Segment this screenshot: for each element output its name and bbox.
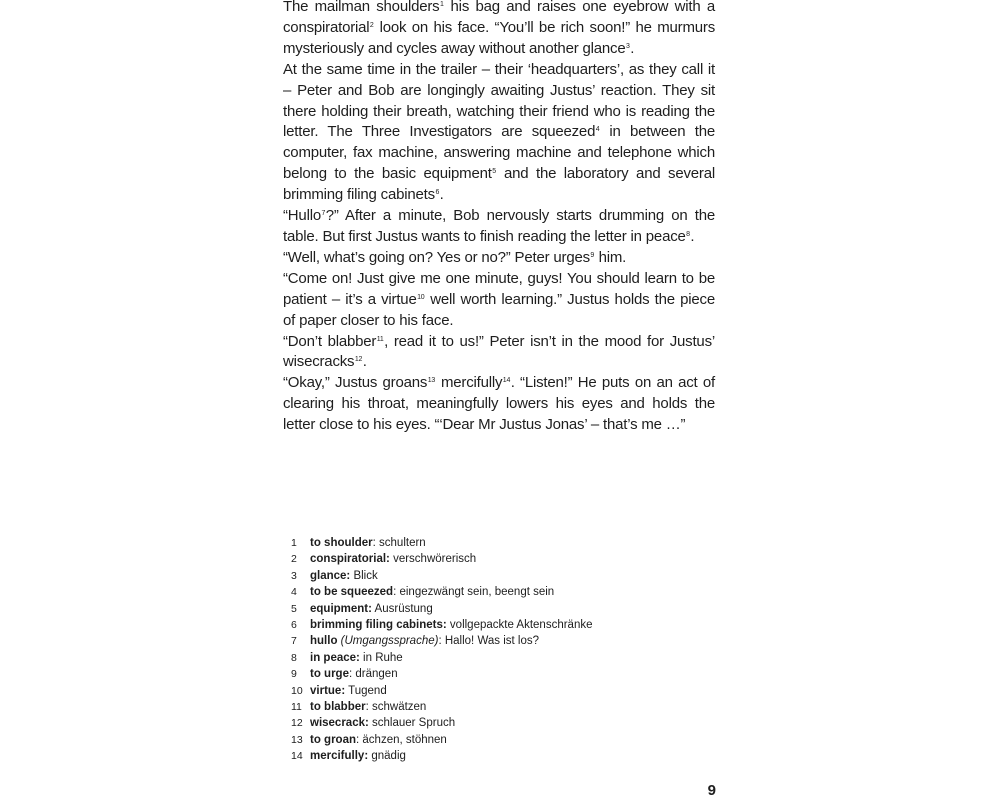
footnote-ref-11: 11 (376, 335, 384, 343)
footnote-definition: : Hallo! Was ist los? (438, 635, 539, 648)
footnote-ref-3: 3 (625, 42, 630, 50)
footnote-definition: schlauer Spruch (368, 717, 456, 730)
footnote-ref-4: 4 (595, 126, 600, 134)
story-text (283, 0, 715, 436)
footnote-term: virtue: (310, 684, 346, 697)
footnote-ref-14: 14 (502, 377, 511, 385)
footnote-item: 1 to shoulder: schultern (291, 535, 711, 551)
footnote-item (291, 617, 711, 633)
paragraph-hullo: “Hullo$^7$?” After a minute, Bob nervously starts drumming on the table. But first Justus wants to finish reading the letter in peace$^8$. (283, 207, 715, 245)
footnote-ref-13: 13 (427, 377, 436, 385)
page-number: 9 (707, 782, 716, 799)
paragraph-mailman: The mailman shoulders$^1$ his bag and raises one eyebrow with a conspiratorial$^2$ look on his face. “You’ll be rich soon!” he murmurs mysteriously and cycles away without another glance$^3$. (283, 0, 715, 57)
footnote-number: 11 (291, 701, 302, 714)
footnote-definition: verschwörerisch (389, 553, 477, 566)
footnote-item (291, 650, 711, 666)
footnote-definition: Tugend (345, 684, 387, 697)
footnote-number: 7 (291, 635, 297, 648)
footnote-number: 3 (291, 569, 297, 582)
footnote-definition: schwätzen (368, 701, 427, 714)
paragraph-well: “Well, what’s going on? Yes or no?” Peter urges$^9$ him. (283, 248, 627, 266)
footnote-number: 2 (291, 553, 297, 566)
footnote-definition: schultern (375, 537, 426, 549)
footnote-item (291, 551, 711, 567)
footnote-item: 4 to be squeezed: eingezwängt sein, beengt sein (291, 584, 711, 600)
footnote-ref-12: 12 (354, 356, 363, 364)
paragraph-blabber: “Don’t blabber$^{11}$, read it to us!” Peter isn’t in the mood for Justus’ wisecracks$^{12}$. (283, 332, 715, 371)
footnote-item: 9 to urge: drängen (291, 666, 711, 682)
footnote-term: mercifully: (310, 750, 369, 763)
footnote-term: to urge (310, 668, 349, 681)
footnote-definition: ächzen, stöhnen (359, 733, 447, 746)
paragraph-trailer: At the same time in the trailer – their ‘headquarters’, as they call it – Peter and Bob are longingly awaiting Justus’ reaction. They sit there holding their breath, watching their friend who is reading the letter. The Three Investigators are squeezed$^4$ in between the computer, fax machine, answering machine and telephone which belong to the basic equipment$^5$ and the laboratory and several brimming filing cabinets$^6$. (283, 60, 715, 204)
footnote-item (291, 683, 711, 699)
footnote-ref-1: 1 (439, 1, 444, 8)
footnote-item (291, 601, 711, 617)
footnote-ref-10: 10 (417, 293, 425, 301)
footnote-ref-2: 2 (369, 21, 374, 29)
footnote-number: 13 (291, 733, 303, 746)
footnote-number: 8 (291, 651, 297, 664)
footnote-term: hullo (310, 635, 338, 648)
footnote-definition: eingezwängt sein, beengt sein (396, 586, 555, 599)
footnote-item (291, 715, 711, 731)
paragraph-come-on: “Come on! Just give me one minute, guys! You should learn to be patient – it’s a virtue$^{10}$ well worth learning.” Justus holds the piece of paper closer to his face. (283, 269, 715, 329)
footnote-number: 12 (291, 717, 303, 730)
footnote-term: to be squeezed (310, 586, 394, 599)
footnote-ref-9: 9 (590, 251, 595, 259)
footnote-definition: vollgepackte Aktenschränke (446, 619, 593, 632)
footnote-definition: in Ruhe (359, 651, 403, 664)
footnote-register: (Umgangssprache) (337, 635, 439, 648)
footnote-definition: gnädig (368, 750, 406, 763)
footnote-item: 11 to blabber: schwätzen (291, 699, 711, 715)
footnote-number: 4 (291, 586, 297, 599)
footnote-term: to groan (310, 733, 356, 746)
footnote-definition: drängen (352, 668, 398, 681)
footnote-number: 9 (291, 668, 297, 681)
footnote-term: to blabber (310, 701, 366, 714)
footnote-list (291, 535, 711, 765)
footnote-term: glance: (310, 569, 351, 582)
footnote-ref-5: 5 (492, 168, 496, 176)
footnote-term: wisecrack: (310, 717, 369, 730)
footnote-item: 13 to groan: ächzen, stöhnen (291, 732, 711, 748)
footnote-term: in peace: (310, 651, 360, 664)
footnote-number: 14 (291, 750, 303, 763)
footnote-term: equipment: (310, 602, 372, 615)
footnote-item (291, 633, 711, 649)
footnote-item (291, 748, 711, 764)
footnote-definition: Blick (350, 569, 378, 582)
footnote-number: 6 (291, 619, 297, 632)
footnote-number: 5 (291, 602, 297, 615)
footnote-term: to shoulder (310, 537, 373, 549)
footnote-ref-8: 8 (686, 230, 690, 238)
footnote-term: brimming filing cabinets: (310, 619, 447, 632)
footnote-number: 10 (291, 684, 303, 697)
footnote-item (291, 568, 711, 584)
paragraph-okay: “Okay,” Justus groans$^{13}$ mercifully$^{14}$. “Listen!” He puts on an act of clearing his throat, meaningfully lowers his eyes and holds the letter close to his eyes. “‘Dear Mr Justus Jonas’ – that’s me …” (283, 374, 715, 434)
footnote-term: conspiratorial: (310, 553, 390, 566)
footnote-ref-6: 6 (435, 189, 440, 197)
footnote-definition: Ausrüstung (371, 602, 433, 615)
footnote-number: 1 (291, 537, 297, 549)
footnote-ref-7: 7 (321, 210, 326, 218)
